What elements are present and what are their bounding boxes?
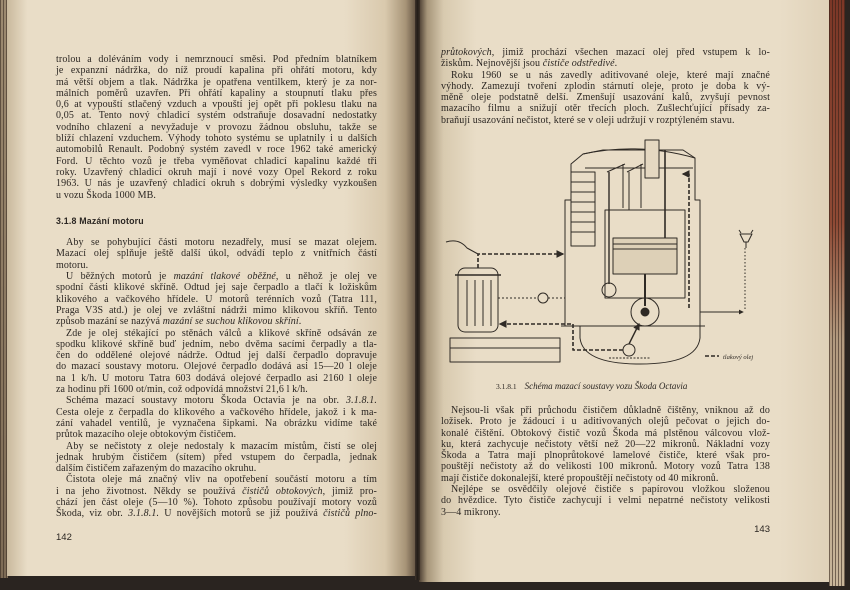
emphasized-text: 3.1.8.1. bbox=[128, 508, 160, 520]
figure-caption bbox=[496, 376, 687, 394]
text-run: , jimiž pro- bbox=[322, 485, 377, 497]
page-stack-edge-right bbox=[829, 0, 845, 586]
page-number: 142 bbox=[56, 532, 72, 543]
emphasized-text: průtokových bbox=[441, 47, 492, 58]
text-line: 0,6 at vypouští stlačený vzduch a vpouští jej opět při poklesu tlaku na bbox=[56, 99, 377, 111]
continued-text bbox=[56, 54, 377, 201]
camshaft bbox=[602, 283, 616, 297]
text-line: 3—4 mikrony. bbox=[441, 506, 501, 518]
text-line: průtok mazacího oleje obtokovým čističem. bbox=[56, 429, 237, 441]
text-line: blíží chlazení vzduchem. Výhody tohoto systému se uplatnily i u dalších bbox=[56, 133, 377, 145]
left-page bbox=[7, 0, 418, 576]
text-line: Roku 1960 se u nás zavedly aditivované oleje, které mají značné bbox=[451, 69, 770, 81]
text-line: málních poměrů uzavřen. Při ohřátí kapaliny a stoupnutí tlaku přes bbox=[56, 87, 377, 99]
right-page bbox=[419, 0, 829, 582]
text-run: i na jeho životnost. Někdy se používá bbox=[56, 485, 243, 497]
paragraph bbox=[441, 47, 770, 70]
emphasized-text: čističů plno- bbox=[323, 508, 377, 520]
text-line: zání vahadel ventilů, je vyznačena šipkami. Na obrázku vidíme také bbox=[56, 417, 377, 429]
text-line: Ford. U těchto vozů je třeba vyměňovat chladicí kapalinu každé tři bbox=[56, 155, 377, 167]
text-line: za hodinu při 1600 ot/min, což odpovídá množství 21,6 l k/h. bbox=[56, 384, 308, 396]
text-line: trolou a doléváním vody i nemrznoucí směsi. Pod předním blatníkem bbox=[56, 54, 377, 65]
text-run: . bbox=[298, 316, 302, 328]
left-text-column bbox=[56, 54, 377, 520]
emphasized-text: čističe odstředivé bbox=[542, 58, 615, 70]
text-run: U novějších motorů se již používá bbox=[159, 508, 324, 520]
text-run: způsob mazání se nazývá bbox=[56, 316, 163, 328]
text-run: žiskům. Nejnovější jsou bbox=[441, 58, 543, 70]
paragraph bbox=[56, 271, 377, 327]
text-run: U běžných motorů je bbox=[66, 271, 174, 283]
text-line: Nejsou-li však při průchodu čističem důkladně čištěny, vniknou až do bbox=[451, 405, 770, 416]
paragraph bbox=[56, 441, 377, 475]
text-run: Škoda, viz obr. bbox=[56, 508, 129, 520]
text-line: pouštějí nečistoty až do velikosti 100 mikronů. Motory vozů Tatra 138 bbox=[441, 461, 770, 473]
text-below-figure bbox=[441, 405, 770, 518]
text-line bbox=[56, 395, 377, 406]
section-heading: 3.1.8 Mazání motoru bbox=[56, 215, 144, 226]
text-above-figure bbox=[441, 47, 770, 126]
figure-caption-text: Schéma mazací soustavy vozu Škoda Octavia bbox=[524, 381, 688, 391]
paragraph bbox=[441, 484, 770, 518]
emphasized-text: čističů obtokových bbox=[242, 485, 323, 497]
text-line: do hvězdice. Tyto čističe zachycují i velmi nepatrné nečistoty velikosti bbox=[441, 495, 770, 507]
piston bbox=[613, 238, 677, 274]
text-line: ložisek. Proto je žádoucí i u aditivovaných olejů pečovat o jejich do- bbox=[441, 416, 770, 428]
text-line: vodního chlazení a nevyžaduje v provozu žádnou obsluhu, takže se bbox=[56, 121, 377, 133]
paragraph bbox=[56, 395, 377, 440]
book-gutter bbox=[415, 0, 420, 580]
text-line: jednak hrubým čističem (sítem) před vstupem do čerpadla, jednak bbox=[56, 451, 377, 463]
oil-line-crankshaft bbox=[629, 324, 639, 344]
text-line: do mazací soustavy motoru. Olejové čerpadlo dodává asi 15—20 l oleje bbox=[56, 361, 377, 373]
emphasized-text: mazání tlakové oběžné bbox=[173, 271, 276, 283]
text-line: na 1 k/h. U motoru Tatra 603 dodává olejové čerpadlo asi 2160 l oleje bbox=[56, 372, 377, 384]
text-run: Schéma mazací soustavy motoru Škoda Octavia je na obr. bbox=[66, 395, 347, 407]
oil-line-filter-to-engine bbox=[478, 254, 563, 268]
text-line: mají čističe dokonalejší, které propouštějí nečistoty od 40 mikronů. bbox=[441, 472, 719, 484]
text-line: klikového a vačkového hřídele. U motorů terénních vozů (Tatra 111, bbox=[56, 293, 377, 305]
paragraph bbox=[56, 237, 377, 271]
text-line: Aby se nečistoty z oleje nedostaly k mazacím místům, čistí se olej bbox=[66, 440, 377, 452]
text-line: u vozu Škoda 1000 MB. bbox=[56, 189, 157, 201]
text-run: , jimiž prochází všechen mazací olej před vstupem k lo- bbox=[491, 47, 770, 58]
text-line: chází jen část oleje (5—10 %). Tohoto způsobu používají motory vozů bbox=[56, 496, 377, 508]
text-line: dalším čističem zařazeným do mazacího okruhu. bbox=[56, 463, 257, 475]
paragraph bbox=[56, 54, 377, 201]
oil-line-to-rockers bbox=[683, 174, 689, 308]
text-line: Čistota oleje má značný vliv na opotřebení součástí motoru a tím bbox=[66, 474, 377, 486]
figure-number: 3.1.8.1 bbox=[496, 382, 517, 391]
paragraph bbox=[441, 405, 770, 484]
section-text bbox=[56, 237, 377, 519]
oil-pump bbox=[623, 344, 635, 356]
text-line: ku, která zachycuje nečistoty větší než 20—22 mikronů. Nákladní vozy bbox=[441, 438, 770, 450]
text-line bbox=[441, 58, 770, 69]
oil-filler-symbol bbox=[739, 230, 753, 248]
crankshaft-journal bbox=[641, 308, 649, 316]
text-line: Aby se pohybující části motoru nezadřely, musí se mazat olejem. bbox=[66, 237, 377, 249]
text-line: automobilů Renault. Podobný systém zavedl v roce 1962 také americký bbox=[56, 144, 377, 156]
text-line: Praga V3S atd.) je olej ve zvláštní nádrži mimo klikovou skříň. Tento bbox=[56, 304, 377, 316]
text-line: 1963. U nás je uzavřený chladicí okruh s dobrými výsledky vyzkoušen bbox=[56, 178, 377, 190]
paragraph bbox=[441, 70, 770, 126]
emphasized-text: 3.1.8.1. bbox=[346, 395, 377, 407]
text-line: roky. Uzavřený chladicí okruh mají i nové vozy Opel Rekord z roku bbox=[56, 166, 377, 178]
text-line: výhody. Zamezují tvoření zplodin stárnutí oleje, proto je doba k vý- bbox=[441, 80, 770, 92]
text-line: mazacího filmu a snižují otěr třecích ploch. Zušlechťující přísady za- bbox=[441, 103, 770, 115]
legend-label: tlakový olej bbox=[723, 354, 754, 361]
text-line: braňují usazování nečistot, které se v oleji udržují v rozptýleném stavu. bbox=[441, 114, 735, 126]
text-line: Cesta oleje z čerpadla do klikového a vačkového hřídele, jakož i k ma- bbox=[56, 406, 377, 418]
oil-pump-drive bbox=[538, 293, 548, 303]
oil-filter-canister bbox=[458, 268, 498, 332]
text-line bbox=[441, 47, 770, 58]
text-line: Nejlépe se osvědčily olejové čističe s papírovou vložkou složenou bbox=[451, 484, 770, 496]
page-number: 143 bbox=[754, 524, 770, 535]
intake-manifold bbox=[571, 172, 595, 246]
text-line: spodku klikové skříně buď jedním, nebo dvěma sacími čerpadly a tla- bbox=[56, 338, 377, 350]
text-line bbox=[56, 271, 377, 282]
text-line: Zde je olej stékající po stěnách válců a klikové skříně odsáván ze bbox=[66, 327, 377, 339]
text-line: měně oleje podstatně delší. Zmenšují usazování kalů, zvyšují pevnost bbox=[441, 92, 770, 104]
oil-line-pump-to-filter bbox=[500, 324, 623, 350]
text-line: čen do oddělené olejové nádrže. Odtud jej další čerpadlo dopravuje bbox=[56, 350, 377, 362]
text-line bbox=[56, 316, 377, 327]
emphasized-text: mazání se suchou klikovou skříní bbox=[162, 316, 299, 328]
paragraph bbox=[56, 328, 377, 396]
text-run: , u něhož je olej ve bbox=[275, 271, 377, 283]
filter-base-tray bbox=[450, 338, 560, 362]
oil-filler-neck bbox=[645, 140, 659, 178]
lubrication-system-diagram bbox=[443, 138, 771, 373]
text-line bbox=[56, 508, 377, 519]
text-line: je expanzní nádržka, do níž proudí kapalina při ohřátí motoru, kdy bbox=[56, 65, 377, 77]
oil-sump bbox=[580, 326, 700, 364]
text-line: Škoda a Tatra mají plnoprůtokové lamelové čističe, které však pro- bbox=[441, 450, 770, 462]
text-line: spodní části klikové skříně. Odtud jej saje čerpadlo a tlačí k ložiskům bbox=[56, 282, 377, 294]
text-line: konalé čištění. Obtokový čistič vozů Škoda má plstěnou válcovou vlož- bbox=[441, 427, 770, 439]
paragraph bbox=[56, 474, 377, 519]
text-run: . bbox=[614, 58, 618, 70]
text-line: motoru. bbox=[56, 259, 89, 271]
text-line bbox=[56, 486, 377, 497]
oil-return-line bbox=[446, 241, 478, 254]
text-line: má větší objem a tlak. Nádržka je opatřena ventilkem, který je za nor- bbox=[56, 76, 377, 88]
text-line: 0,05 at. Tento nový chladicí systém odstraňuje dosavadní nedostatky bbox=[56, 110, 377, 122]
text-line: Mazací olej splňuje ještě další úkol, odvádí teplo z vnitřních částí bbox=[56, 248, 377, 260]
